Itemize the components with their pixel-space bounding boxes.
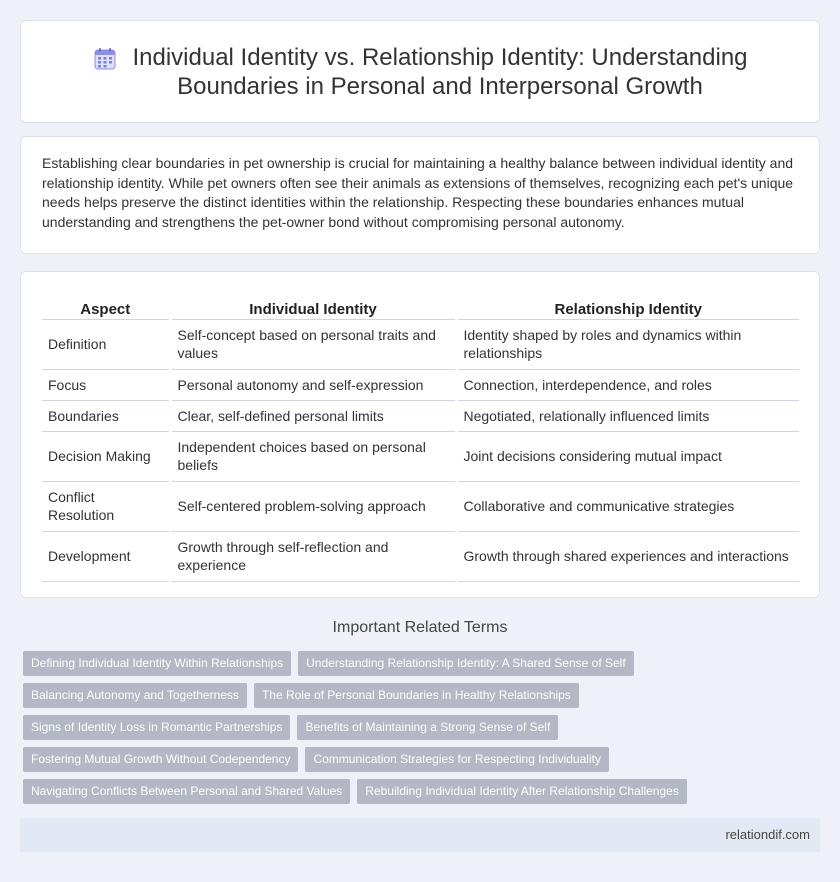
tag-row	[23, 651, 813, 676]
column-header-relationship: Relationship Identity	[456, 294, 799, 319]
individual-cell: Independent choices based on personal beliefs	[170, 431, 456, 481]
aspect-cell: Decision Making	[42, 431, 170, 481]
intro-card	[20, 136, 820, 254]
relationship-cell: Connection, interdependence, and roles	[456, 369, 799, 400]
aspect-cell: Conflict Resolution	[42, 481, 170, 531]
related-terms-list	[23, 651, 813, 811]
table-row	[42, 400, 799, 431]
aspect-cell: Focus	[42, 369, 170, 400]
aspect-cell: Boundaries	[42, 400, 170, 431]
related-term-tag[interactable]: Rebuilding Individual Identity After Relationship Challenges	[357, 779, 687, 804]
individual-cell: Personal autonomy and self-expression	[170, 369, 456, 400]
table-row	[42, 431, 799, 481]
intro-paragraph: Establishing clear boundaries in pet ownership is crucial for maintaining a healthy balance between individual identity and relationship identity. While pet owners often see their animals as extensions of themselves, recognizing each pet's unique needs helps preserve the distinct identities within the relationship. Respecting these boundaries enhances mutual understanding and strengthens the pet-owner bond without compromising personal autonomy.	[42, 155, 794, 230]
individual-cell: Self-concept based on personal traits and values	[170, 319, 456, 369]
individual-cell: Clear, self-defined personal limits	[170, 400, 456, 431]
related-term-tag[interactable]: Balancing Autonomy and Togetherness	[23, 683, 247, 708]
individual-cell: Self-centered problem-solving approach	[170, 481, 456, 531]
relationship-cell: Negotiated, relationally influenced limits	[456, 400, 799, 431]
column-header-aspect: Aspect	[42, 294, 170, 319]
related-term-tag[interactable]: Defining Individual Identity Within Relationships	[23, 651, 291, 676]
tag-row	[23, 747, 813, 772]
comparison-card	[20, 271, 820, 598]
title-card	[20, 20, 820, 123]
footer	[20, 818, 820, 852]
tag-row	[23, 683, 813, 708]
table-row	[42, 531, 799, 581]
table-row	[42, 369, 799, 400]
title-wrap	[21, 43, 819, 101]
related-term-tag[interactable]: Navigating Conflicts Between Personal and Shared Values	[23, 779, 350, 804]
individual-cell: Growth through self-reflection and experience	[170, 531, 456, 581]
table-row	[42, 481, 799, 531]
relationship-cell: Growth through shared experiences and interactions	[456, 531, 799, 581]
related-term-tag[interactable]: Fostering Mutual Growth Without Codependency	[23, 747, 298, 772]
tag-row	[23, 715, 813, 740]
related-term-tag[interactable]: Benefits of Maintaining a Strong Sense of Self	[297, 715, 558, 740]
relationship-cell: Joint decisions considering mutual impact	[456, 431, 799, 481]
page-title: Individual Identity vs. Relationship Identity: Understanding Boundaries in Personal and Interpersonal Growth	[132, 44, 748, 100]
related-term-tag[interactable]: Communication Strategies for Respecting Individuality	[305, 747, 608, 772]
related-term-tag[interactable]: Understanding Relationship Identity: A Shared Sense of Self	[298, 651, 634, 676]
relationship-cell: Identity shaped by roles and dynamics within relationships	[456, 319, 799, 369]
related-term-tag[interactable]: Signs of Identity Loss in Romantic Partnerships	[23, 715, 290, 740]
aspect-cell: Definition	[42, 319, 170, 369]
table-header-row	[42, 294, 799, 319]
table-row	[42, 319, 799, 369]
calendar-icon	[93, 47, 117, 71]
aspect-cell: Development	[42, 531, 170, 581]
related-term-tag[interactable]: The Role of Personal Boundaries in Healthy Relationships	[254, 683, 579, 708]
comparison-table	[42, 294, 799, 582]
tag-row	[23, 779, 813, 804]
related-terms-heading: Important Related Terms	[332, 619, 508, 636]
footer-site-link[interactable]: relationdif.com	[725, 827, 810, 842]
column-header-individual: Individual Identity	[170, 294, 456, 319]
relationship-cell: Collaborative and communicative strategies	[456, 481, 799, 531]
